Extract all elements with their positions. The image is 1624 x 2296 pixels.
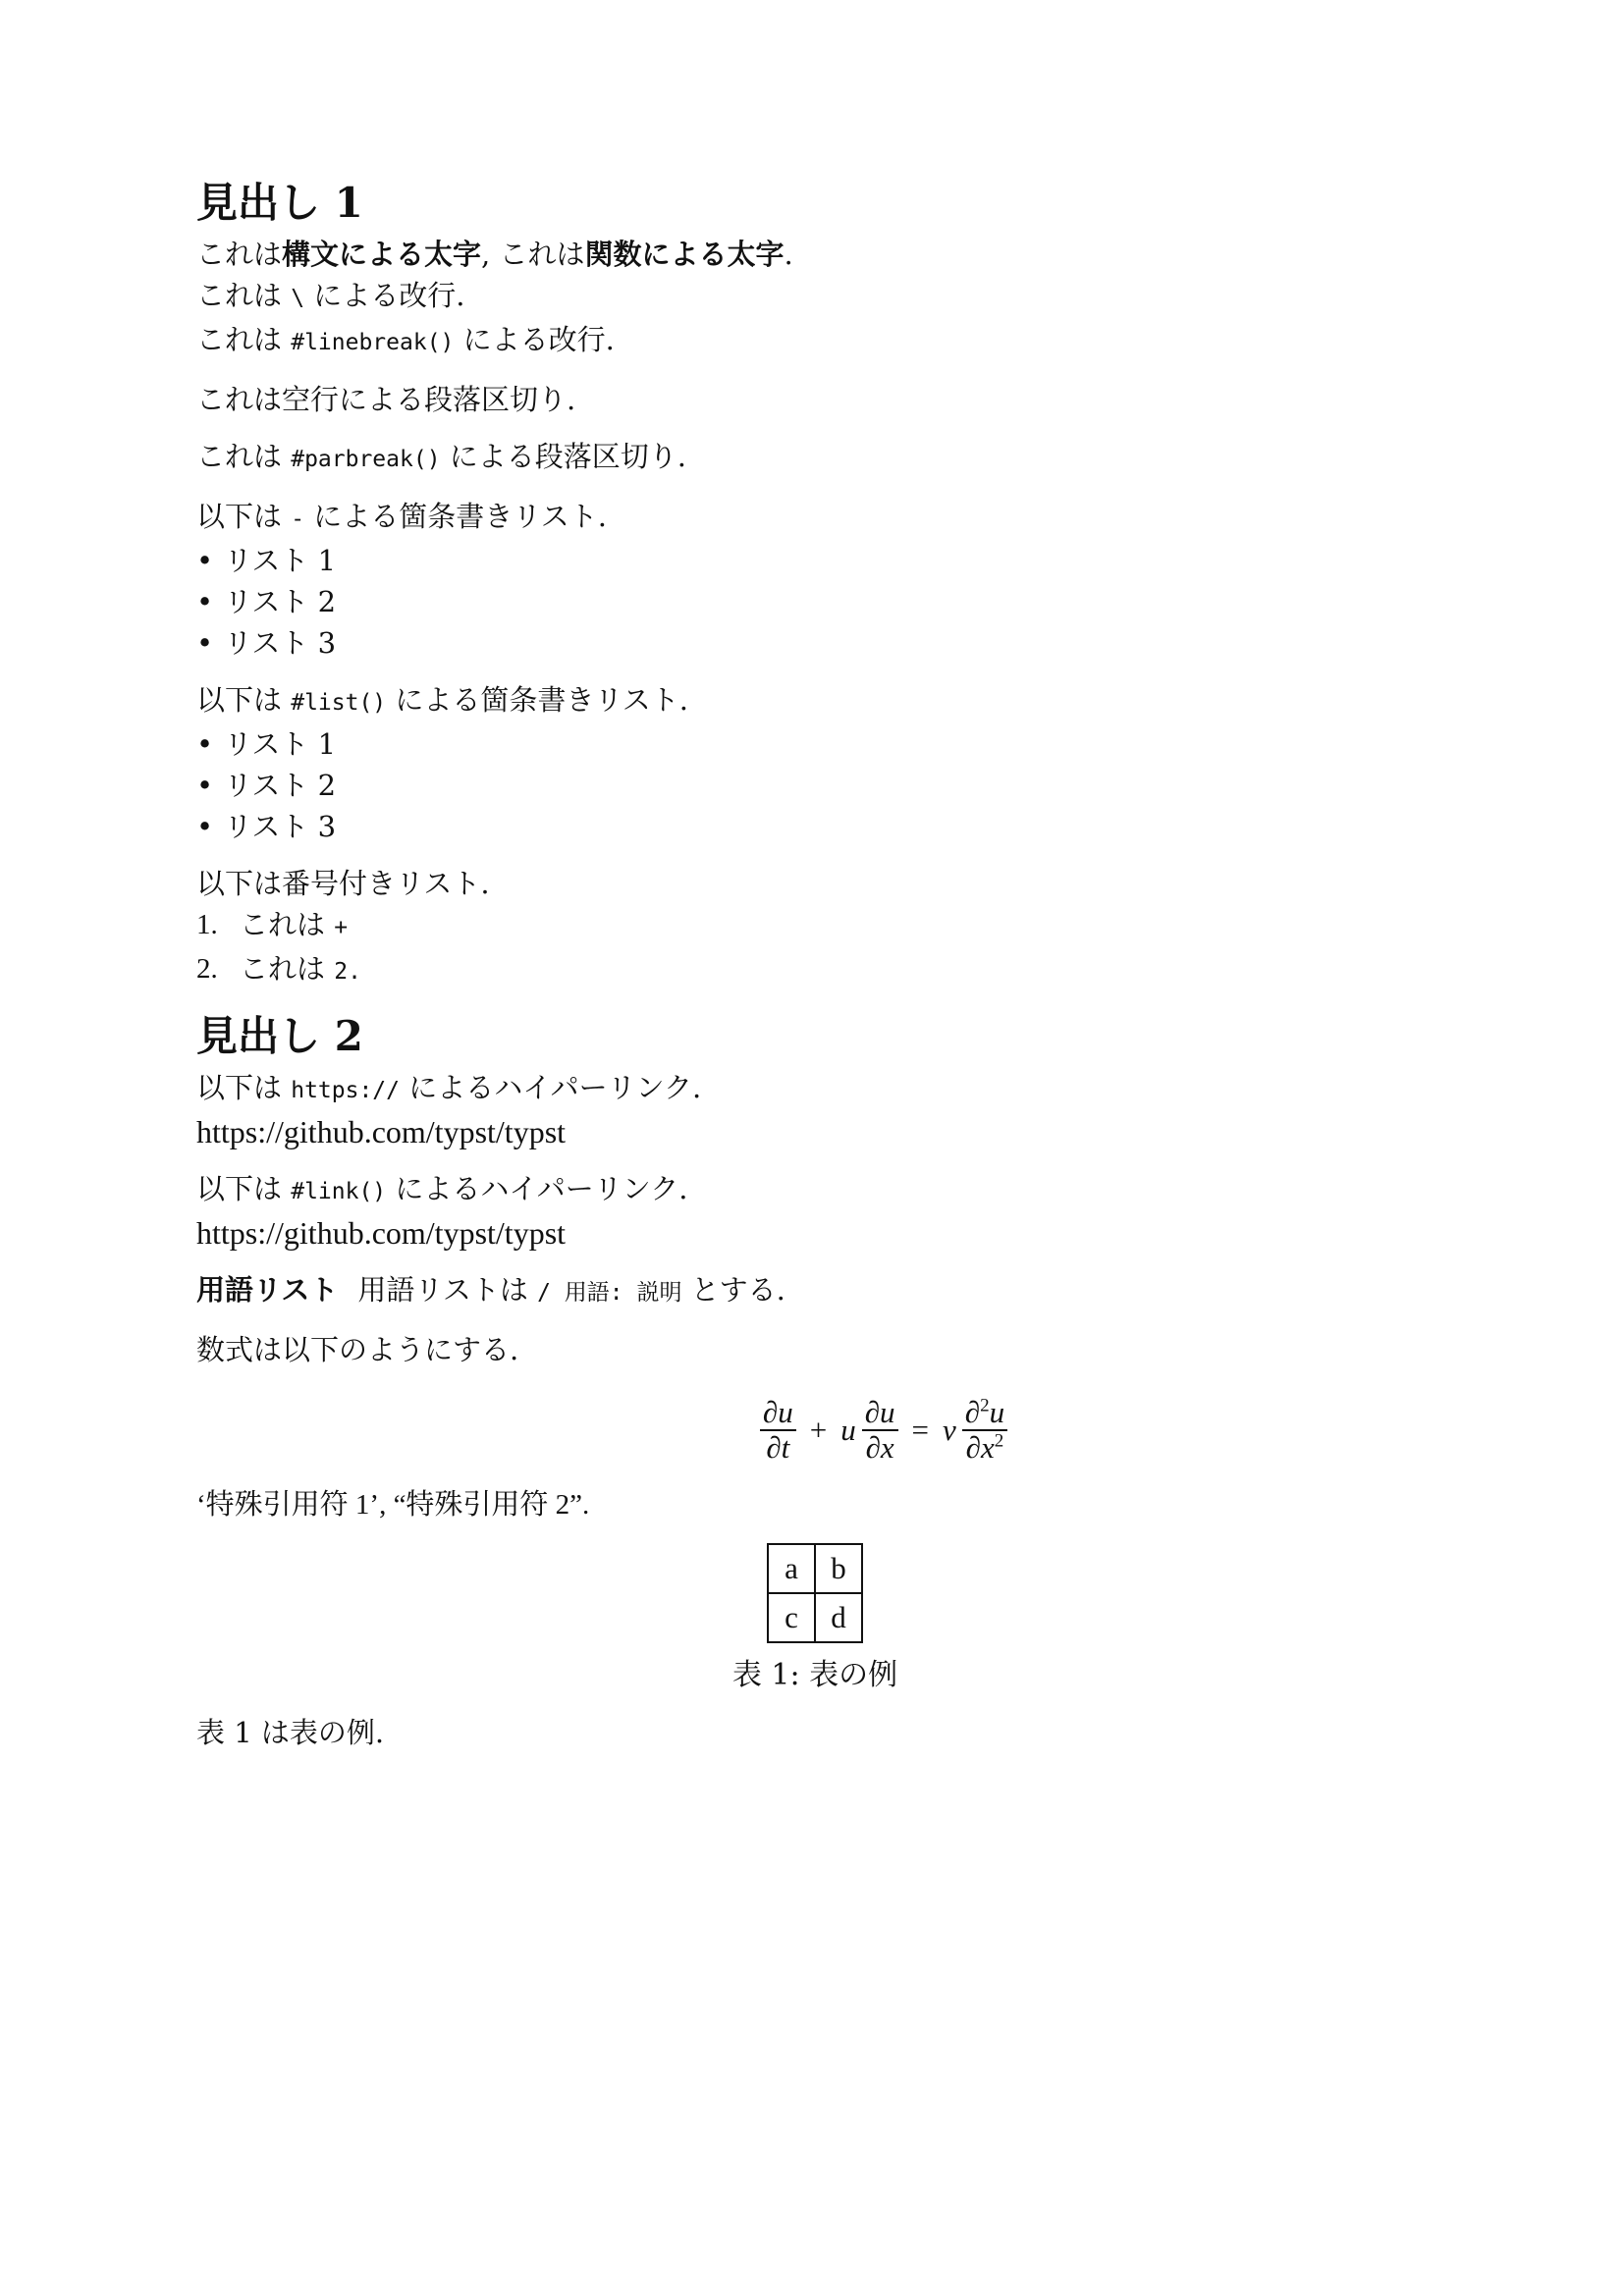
list-item-text: リスト 3 [224,626,337,660]
math-variable: ν [943,1413,956,1447]
table-cell: a [768,1544,815,1593]
math-text: ∂t [766,1430,790,1465]
math-intro: 数式は以下のようにする. [196,1333,519,1366]
text: これは [196,323,292,356]
bullet-list-intro [196,496,1434,540]
math-variable: u [840,1413,856,1447]
text: とする. [681,1273,785,1307]
text: 以下は [196,500,292,533]
equation [760,1396,1007,1465]
math-text: ∂x [865,1430,894,1465]
list-item [196,581,1434,622]
math-text: ∂ [964,1395,981,1429]
list-item [196,806,1434,847]
link-function-intro [196,1168,1434,1212]
text: これは [240,908,335,941]
list-item-text: リスト 1 [224,727,337,761]
text: これは [196,440,292,473]
inline-code: / 用語: 説明 [537,1280,682,1306]
linebreak-line-1 [196,275,1434,319]
bullet-marker: • [196,585,214,618]
text: 以下は [196,1071,292,1104]
bullet-marker: • [196,544,214,577]
heading-2: 見出し 2 [196,1012,363,1060]
link-intro [196,1067,1434,1111]
table-row [768,1544,862,1593]
numerator [962,1396,1007,1431]
number-marker: 2. [196,953,218,985]
bold-text-syntax: 構文による太字 [282,238,482,271]
text: 以下は [196,1172,292,1205]
example-table [767,1543,863,1643]
bullet-marker: • [196,769,214,802]
table-cell: b [815,1544,862,1593]
bold-text-function: 関数による太字 [584,238,785,271]
table-row [768,1593,862,1642]
inline-code: #parbreak() [291,447,441,472]
plus-sign: + [809,1413,828,1447]
numbered-list-intro: 以下は番号付きリスト. [196,867,490,900]
text: これは [196,238,283,271]
math-text: ∂u [762,1395,793,1429]
superscript: 2 [980,1395,990,1416]
equals-sign: = [911,1413,930,1447]
bullet-marker: • [196,626,214,660]
list-function-intro [196,679,1434,723]
document-page [196,177,1434,1753]
smart-quotes: ‘特殊引用符 1’, “特殊引用符 2”. [196,1489,590,1521]
inline-code: \ [291,286,305,311]
math-block [196,1396,1434,1465]
text: 以下は [196,683,292,717]
list-item [196,765,1434,806]
list-item [196,540,1434,581]
superscript: 2 [994,1430,1004,1452]
table-cell: c [768,1593,815,1642]
text: による改行. [304,279,465,312]
denominator [963,1431,1007,1465]
paragraph-parbreak [196,436,1434,480]
numbered-item [196,904,1434,948]
inline-code: + [334,915,349,940]
math-text: ∂u [864,1395,895,1429]
paragraph-blank-line: これは空行による段落区切り. [196,383,576,416]
list-item-text: リスト 2 [224,769,337,802]
text: による段落区切り. [440,440,686,473]
bullet-list [196,540,1434,664]
term-description: 用語リストは [357,1273,538,1307]
math-text: ∂x [965,1430,995,1465]
fraction [862,1396,898,1465]
denominator [763,1431,792,1465]
text: によるハイパーリンク. [386,1172,688,1205]
bold-paragraph [196,234,1434,275]
heading-1: 見出し 1 [196,179,363,227]
linebreak-line-2 [196,319,1434,363]
inline-code: 2. [334,959,361,985]
text: . [784,238,793,271]
inline-code: - [291,507,305,532]
text: による箇条書きリスト. [304,500,607,533]
text: による箇条書きリスト. [386,683,689,717]
math-text: u [989,1395,1005,1429]
inline-code: #linebreak() [291,330,455,355]
table-cell: d [815,1593,862,1642]
list-item [196,723,1434,765]
numbered-item [196,948,1434,992]
text: これは [240,952,335,986]
hyperlink[interactable]: https://github.com/typst/typst [196,1114,567,1149]
bullet-marker: • [196,727,214,761]
denominator [863,1431,897,1465]
numerator [760,1396,796,1431]
text: による改行. [454,323,615,356]
list-item-text: リスト 1 [224,544,337,577]
fraction [962,1396,1007,1465]
bullet-marker: • [196,810,214,843]
numbered-list [196,904,1434,992]
text: , これは [481,238,585,271]
table-reference: 表 1 は表の例. [196,1716,385,1749]
bullet-list-function [196,723,1434,847]
text: これは [196,279,292,312]
fraction [760,1396,796,1465]
inline-code: https:// [291,1078,400,1103]
inline-code: #list() [291,690,387,716]
table-caption: 表 1: 表の例 [731,1658,898,1692]
list-item-text: リスト 3 [224,810,337,843]
text: によるハイパーリンク. [400,1071,702,1104]
table-figure [196,1543,1434,1696]
inline-code: #link() [291,1179,387,1204]
numerator [862,1396,898,1431]
list-item-text: リスト 2 [224,585,337,618]
list-item [196,622,1434,664]
hyperlink-function[interactable]: https://github.com/typst/typst [196,1215,567,1251]
number-marker: 1. [196,909,218,940]
term-list [196,1269,1434,1313]
term: 用語リスト [196,1273,339,1307]
